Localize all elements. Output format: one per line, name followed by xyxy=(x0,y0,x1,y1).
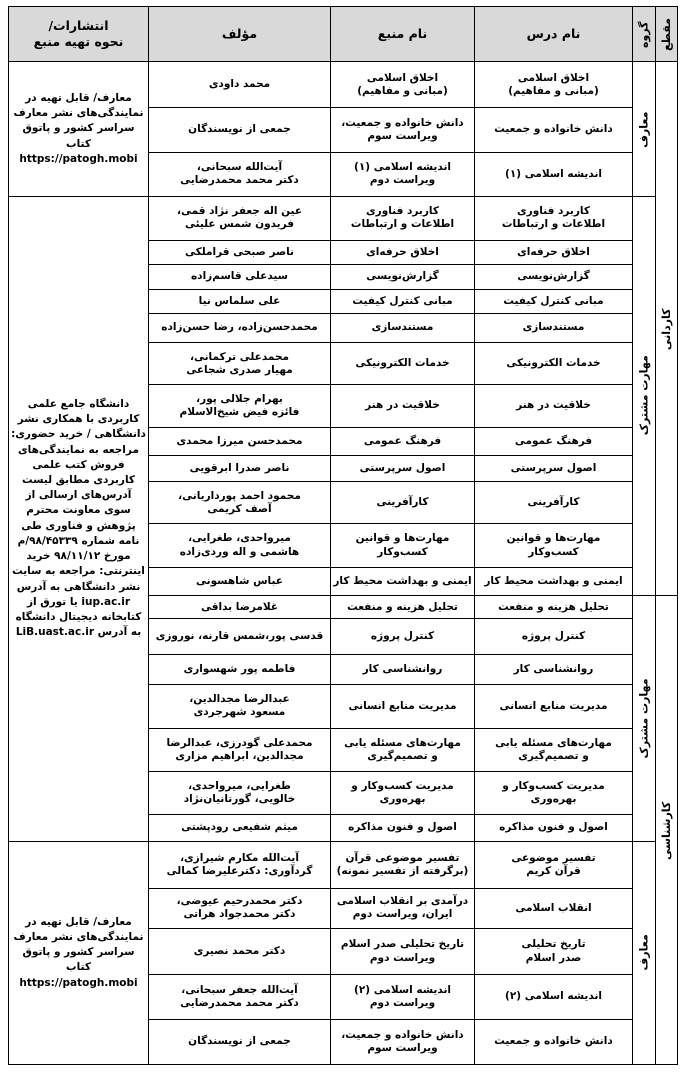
course-name-cell: گزارش‌نویسی xyxy=(475,265,633,289)
source-name-cell: اخلاق اسلامی (مبانی و مفاهیم) xyxy=(331,62,475,108)
source-name-cell: روانشناسی کار xyxy=(331,655,475,685)
group-cell: مهارت مشترک xyxy=(633,196,656,595)
course-name-cell: تحلیل هزینه و منفعت xyxy=(475,596,633,619)
course-name-cell: انقلاب اسلامی xyxy=(475,888,633,928)
author-cell: میثم شفیعی رودپشتی xyxy=(149,815,331,841)
author-cell: آیت‌الله سبحانی، دکتر محمد محمدرضایی xyxy=(149,152,331,196)
group-cell: معارف xyxy=(633,841,656,1065)
source-name-cell: مستندسازی xyxy=(331,313,475,343)
course-name-cell: روانشناسی کار xyxy=(475,655,633,685)
author-cell: میرواحدی، طغرایی، هاشمی و اله وردی‌زاده xyxy=(149,524,331,567)
author-cell: قدسی پور،شمس قارنه، نوروزی xyxy=(149,619,331,655)
course-name-cell: مهارت‌ها و قوانین کسب‌وکار xyxy=(475,524,633,567)
source-name-cell: کارآفرینی xyxy=(331,482,475,524)
source-name-cell: اصول سرپرستی xyxy=(331,455,475,481)
author-cell: عبدالرضا مجدالدین، مسعود شهرجردی xyxy=(149,684,331,728)
author-cell: آیت‌الله جعفر سبحانی، دکتر محمد محمدرضایی xyxy=(149,975,331,1019)
source-name-cell: دانش خانواده و جمعیت، ویراست سوم xyxy=(331,1019,475,1064)
source-name-cell: تحلیل هزینه و منفعت xyxy=(331,596,475,619)
header-course: نام درس xyxy=(475,7,633,62)
author-cell: دکتر محمد نصیری xyxy=(149,928,331,974)
header-grade: مقطع xyxy=(656,7,678,62)
source-name-cell: کنترل پروژه xyxy=(331,619,475,655)
grade-cell: کاردانی xyxy=(656,62,678,596)
source-name-cell: اندیشه اسلامی (۲) ویراست دوم xyxy=(331,975,475,1019)
author-cell: محمود احمد پورداریانی، آصف کریمی xyxy=(149,482,331,524)
publisher-maaref-top: معارف/ قابل تهیه در نمایندگی‌های نشر معارف سراسر کشور و پاتوق کتاب https://patogh.mobi xyxy=(9,62,149,197)
course-name-cell: مهارت‌های مسئله یابی و تصمیم‌گیری xyxy=(475,728,633,771)
source-name-cell: خدمات الکترونیکی xyxy=(331,343,475,385)
source-name-cell: مدیریت منابع انسانی xyxy=(331,684,475,728)
course-name-cell: مدیریت منابع انسانی xyxy=(475,684,633,728)
author-cell: عباس شاهسونی xyxy=(149,567,331,595)
author-cell: طغرایی، میرواحدی، خالویی، گورتانیان‌نژاد xyxy=(149,771,331,814)
source-name-cell: اندیشه اسلامی (۱) ویراست دوم xyxy=(331,152,475,196)
source-name-cell: اخلاق حرفه‌ای xyxy=(331,241,475,265)
source-name-cell: اصول و فنون مذاکره xyxy=(331,815,475,841)
source-name-cell: تاریخ تحلیلی صدر اسلام ویراست دوم xyxy=(331,928,475,974)
table-row xyxy=(9,196,678,240)
source-name-cell: ایمنی و بهداشت محیط کار xyxy=(331,567,475,595)
course-name-cell: خلاقیت در هنر xyxy=(475,385,633,427)
source-name-cell: گزارش‌نویسی xyxy=(331,265,475,289)
source-name-cell: مبانی کنترل کیفیت xyxy=(331,289,475,313)
author-cell: جمعی از نویسندگان xyxy=(149,1019,331,1064)
course-name-cell: خدمات الکترونیکی xyxy=(475,343,633,385)
course-sources-table-page xyxy=(8,6,677,1065)
table-row xyxy=(9,841,678,888)
source-name-cell: دانش خانواده و جمعیت، ویراست سوم xyxy=(331,108,475,152)
header-group: گروه xyxy=(633,7,656,62)
author-cell: دکتر محمدرحیم عیوضی، دکتر محمدجواد هراتی xyxy=(149,888,331,928)
author-cell: محمدحسن میرزا محمدی xyxy=(149,427,331,455)
course-name-cell: اخلاق حرفه‌ای xyxy=(475,241,633,265)
source-name-cell: مدیریت کسب‌وکار و بهره‌وری xyxy=(331,771,475,814)
source-name-cell: فرهنگ عمومی xyxy=(331,427,475,455)
author-cell: محمدحسن‌زاده، رضا حسن‌زاده xyxy=(149,313,331,343)
course-name-cell: کنترل پروژه xyxy=(475,619,633,655)
course-name-cell: اصول سرپرستی xyxy=(475,455,633,481)
course-name-cell: اخلاق اسلامی (مبانی و مفاهیم) xyxy=(475,62,633,108)
table-body xyxy=(9,62,678,1065)
author-cell: ناصر صبحی قراملکی xyxy=(149,241,331,265)
course-name-cell: کاربرد فناوری اطلاعات و ارتباطات xyxy=(475,196,633,240)
course-name-cell: مستندسازی xyxy=(475,313,633,343)
source-name-cell: مهارت‌های مسئله یابی و تصمیم‌گیری xyxy=(331,728,475,771)
author-cell: غلامرضا بداقی xyxy=(149,596,331,619)
course-name-cell: تفسیر موضوعی قرآن کریم xyxy=(475,841,633,888)
header-publisher: انتشارات/ نحوه تهیه منبع xyxy=(9,7,149,62)
course-name-cell: دانش خانواده و جمعیت xyxy=(475,1019,633,1064)
header-row xyxy=(9,7,678,62)
course-name-cell: اندیشه اسلامی (۲) xyxy=(475,975,633,1019)
group-cell: مهارت مشترک xyxy=(633,596,656,841)
source-name-cell: تفسیر موضوعی قرآن (برگرفته از تفسیر نمونه) xyxy=(331,841,475,888)
course-name-cell: مبانی کنترل کیفیت xyxy=(475,289,633,313)
publisher-maaref-bottom: معارف/ قابل تهیه در نمایندگی‌های نشر معارف سراسر کشور و پاتوق کتاب https://patogh.mobi xyxy=(9,841,149,1065)
author-cell: فاطمه پور شهسواری xyxy=(149,655,331,685)
course-name-cell: کارآفرینی xyxy=(475,482,633,524)
header-author: مؤلف xyxy=(149,7,331,62)
group-cell: معارف xyxy=(633,62,656,197)
header-source: نام منبع xyxy=(331,7,475,62)
course-name-cell: تاریخ تحلیلی صدر اسلام xyxy=(475,928,633,974)
author-cell: جمعی از نویسندگان xyxy=(149,108,331,152)
publisher-uast: دانشگاه جامع علمی کاربردی با همکاری نشر دانشگاهی / خرید حضوری: مراجعه به نمایندگی‌های فروش کتب علمی کاربردی مطابق لیست آدرس‌های ارسالی از سوی معاونت محترم پژوهش و فناوری طی نامه شماره ۹۸/۴۵۳۳۹/م مورخ ۹۸/۱۱/۱۲ خرید اینترنتی: مراجعه به سایت نشر دانشگاهی به آدرس iup.ac.ir یا تورق از کتابخانه دیجیتال دانشگاه به آدرس LiB.uast.ac.ir xyxy=(9,196,149,841)
author-cell: عین اله جعفر نژاد قمی، فریدون شمس علیئی xyxy=(149,196,331,240)
author-cell: ناصر صدرا ابرقویی xyxy=(149,455,331,481)
table-row xyxy=(9,62,678,108)
course-name-cell: فرهنگ عمومی xyxy=(475,427,633,455)
author-cell: سیدعلی قاسم‌زاده xyxy=(149,265,331,289)
source-name-cell: کاربرد فناوری اطلاعات و ارتباطات xyxy=(331,196,475,240)
course-name-cell: اندیشه اسلامی (۱) xyxy=(475,152,633,196)
source-name-cell: درآمدی بر انقلاب اسلامی ایران، ویراست دوم xyxy=(331,888,475,928)
author-cell: محمدعلی گودرزی، عبدالرضا مجدالدین، ابراهیم مزاری xyxy=(149,728,331,771)
course-sources-table xyxy=(8,6,678,1065)
author-cell: علی سلماس نیا xyxy=(149,289,331,313)
source-name-cell: مهارت‌ها و قوانین کسب‌وکار xyxy=(331,524,475,567)
course-name-cell: مدیریت کسب‌وکار و بهره‌وری xyxy=(475,771,633,814)
author-cell: محمد داودی xyxy=(149,62,331,108)
grade-cell: کارشناسی xyxy=(656,596,678,1065)
course-name-cell: دانش خانواده و جمعیت xyxy=(475,108,633,152)
course-name-cell: اصول و فنون مذاکره xyxy=(475,815,633,841)
source-name-cell: خلاقیت در هنر xyxy=(331,385,475,427)
author-cell: آیت‌الله مکارم شیرازی، گردآوری: دکترعلیرضا کمالی xyxy=(149,841,331,888)
author-cell: بهرام جلالی پور، فائزه فیض شیخ‌الاسلام xyxy=(149,385,331,427)
course-name-cell: ایمنی و بهداشت محیط کار xyxy=(475,567,633,595)
author-cell: محمدعلی ترکمانی، مهیار صدری شجاعی xyxy=(149,343,331,385)
